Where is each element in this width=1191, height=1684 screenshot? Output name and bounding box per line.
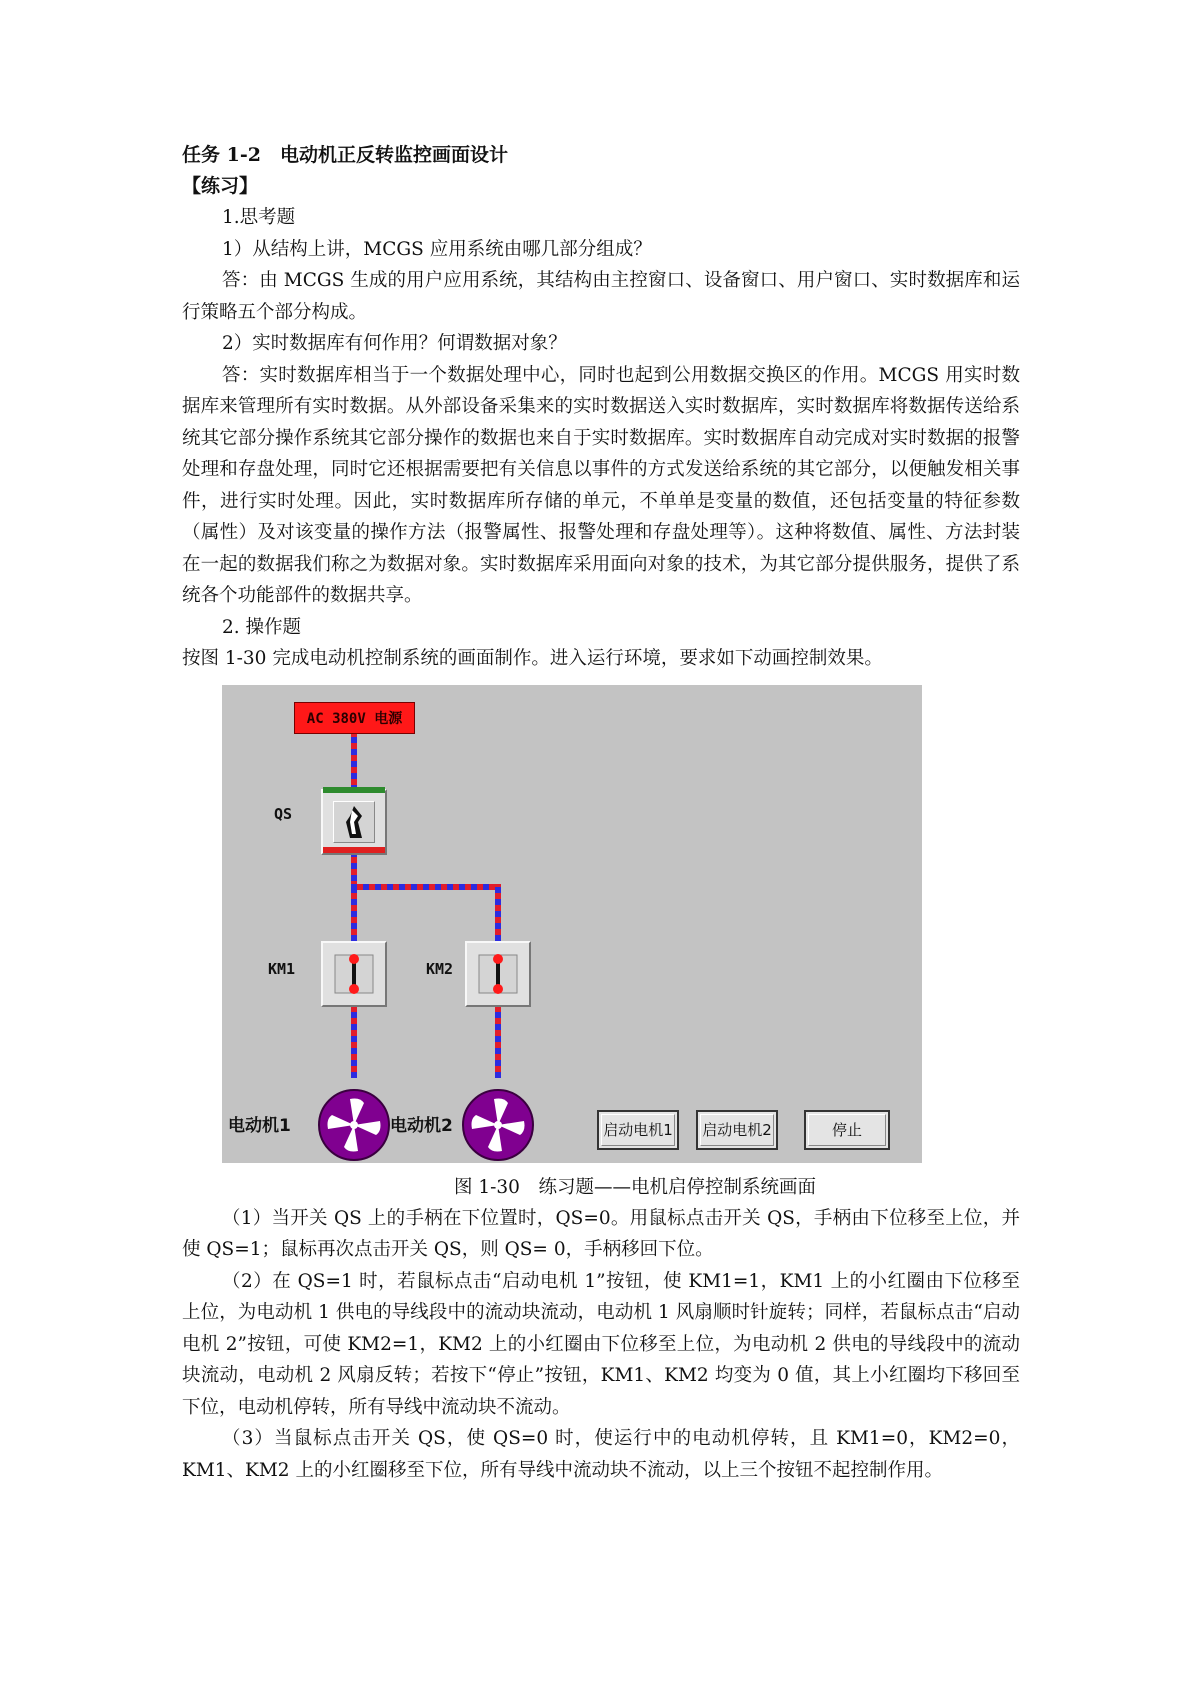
question-1-2: 2）实时数据库有何作用？何谓数据对象？ — [222, 333, 567, 354]
fan-icon — [320, 1091, 388, 1159]
start-motor1-button[interactable] — [597, 1110, 679, 1150]
stop-button-label: 停止 — [831, 1120, 862, 1139]
stop-button[interactable] — [804, 1110, 890, 1150]
mcgs-screen — [222, 685, 922, 1163]
wire-km1-motor1 — [351, 1006, 357, 1078]
q2-heading: 2. 操作题 — [222, 616, 302, 638]
km2-contact-icon — [467, 943, 529, 1005]
wire-branch — [351, 884, 501, 890]
km1-label: KM1 — [268, 959, 296, 978]
wire-branch-km2 — [495, 884, 501, 941]
km1-contact-icon — [323, 943, 385, 1005]
qs-label: QS — [274, 804, 293, 823]
requirement-2: （2）在 QS=1 时，若鼠标点击“启动电机 1”按钮，使 KM1=1，KM1 上的小红圈由下位移至上位，为电动机 1 供电的导线段中的流动块流动，电动机 1 风扇顺时针旋转；同样，若鼠标点击“启动电机 2”按钮，可使 KM2=1，KM2 上的小红圈由下位移至上位，为电动机 2 供电的导线段中的流动块流动，电动机 2 风扇反转；若按下“停止”按钮，KM1、KM2 均变为 0 值，其上小红圈均下移回至下位，电动机停转，所有导线中流动块不流动。 — [182, 1270, 1020, 1418]
start-motor1-button-label: 启动电机1 — [603, 1120, 673, 1139]
requirement-1: （1）当开关 QS 上的手柄在下位置时，QS=0。用鼠标点击开关 QS，手柄由下位移至上位，并使 QS=1；鼠标再次点击开关 QS，则 QS= 0，手柄移回下位。 — [182, 1207, 1020, 1260]
start-motor2-button[interactable] — [696, 1110, 778, 1150]
km2-contactor[interactable] — [465, 941, 531, 1007]
motor2-label: 电动机2 — [390, 1115, 453, 1136]
power-source-label: AC 380V 电源 — [294, 702, 415, 734]
q2-intro: 按图 1-30 完成电动机控制系统的画面制作。进入运行环境，要求如下动画控制效果。 — [182, 648, 883, 669]
motor1-label: 电动机1 — [228, 1115, 291, 1136]
section-heading: 【练习】 — [182, 175, 259, 197]
answer-1-2: 答：实时数据库相当于一个数据处理中心，同时也起到公用数据交换区的作用。MCGS 用实时数据库来管理所有实时数据。从外部设备采集来的实时数据送入实时数据库，实时数据库将数据传送给系统其它部分操作系统其它部分操作的数据也来自于实时数据库。实时数据库自动完成对实时数据的报警处理和存盘处理，同时它还根据需要把有关信息以事件的方式发送给系统的其它部分，以便触发相关事件，进行实时处理。因此，实时数据库所存储的单元，不单单是变量的数值，还包括变量的特征参数（属性）及对该变量的操作方法（报警属性、报警处理和存盘处理等）。这种将数值、属性、方法封装在一起的数据我们称之为数据对象。实时数据库采用面向对象的技术，为其它部分提供服务，提供了系统各个功能部件的数据共享。 — [182, 364, 1020, 606]
wire-qs-km1 — [351, 849, 357, 941]
qs-handle-housing — [333, 801, 375, 843]
answer-1-1: 答：由 MCGS 生成的用户应用系统，其结构由主控窗口、设备窗口、用户窗口、实时数据库和运行策略五个部分构成。 — [182, 270, 1020, 323]
q1-heading: 1.思考题 — [222, 207, 296, 228]
requirement-3: （3）当鼠标点击开关 QS，使 QS=0 时，使运行中的电动机停转，且 KM1=0，KM2=0，KM1、KM2 上的小红圈移至下位，所有导线中流动块不流动，以上三个按钮不起控制作用。 — [182, 1428, 1020, 1481]
task-title: 任务 1-2 电动机正反转监控画面设计 — [182, 144, 508, 166]
qs-handle-icon — [334, 802, 374, 842]
qs-top-bar — [323, 787, 385, 793]
qs-bottom-bar — [323, 847, 385, 853]
document-page — [182, 140, 1020, 1486]
motor1-fan — [318, 1089, 390, 1161]
start-motor2-button-label: 启动电机2 — [702, 1120, 772, 1139]
wire-power-qs — [351, 734, 357, 791]
km1-contactor[interactable] — [321, 941, 387, 1007]
wire-km2-motor2 — [495, 1006, 501, 1078]
question-1-1: 1）从结构上讲，MCGS 应用系统由哪几部分组成？ — [222, 238, 652, 260]
figure-caption: 图 1-30 练习题——电机启停控制系统画面 — [454, 1176, 816, 1198]
motor2-fan — [462, 1089, 534, 1161]
figure-1-30 — [222, 685, 922, 1163]
qs-switch[interactable] — [321, 789, 387, 855]
fan-icon — [464, 1091, 532, 1159]
km2-label: KM2 — [426, 959, 454, 978]
